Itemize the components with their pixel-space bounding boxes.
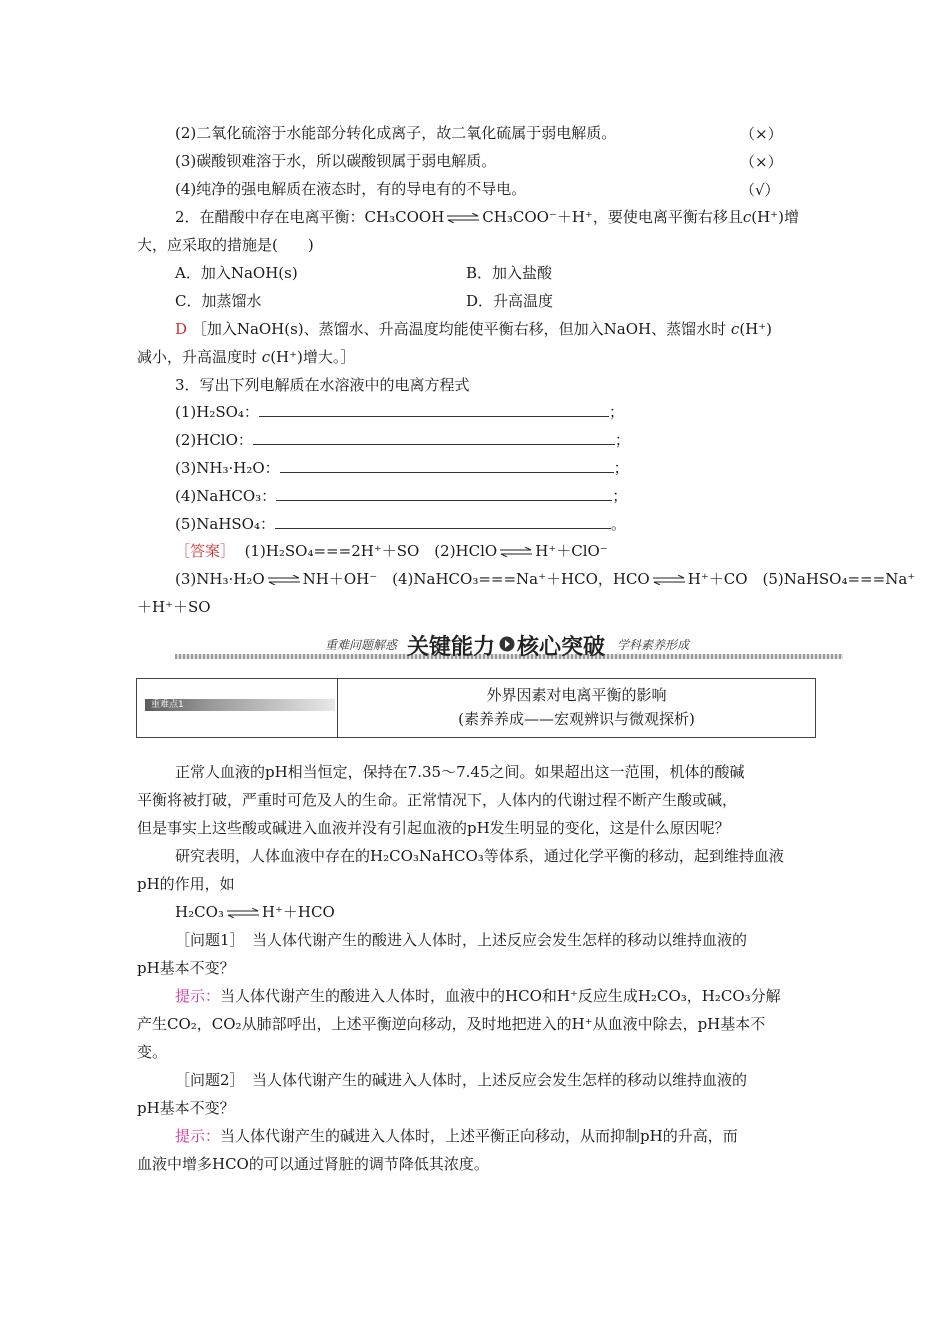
fill-blank[interactable] <box>276 486 612 501</box>
concentration-symbol: c <box>730 320 740 338</box>
answer-text: H⁺＋ClO⁻ <box>535 542 608 560</box>
banner-left-text: 重难问题解惑 <box>325 638 398 652</box>
blank-label: (5)NaHSO₄： <box>175 515 275 533</box>
blank-label: (2)HClO： <box>175 431 253 449</box>
fill-blank[interactable] <box>280 458 614 473</box>
answer-text: (3)NH₃·H₂O <box>175 570 265 588</box>
question-text: (H⁺)增 <box>751 208 799 226</box>
judgement-mark-4: （√） <box>740 181 780 199</box>
hint-2-line1 <box>175 1126 738 1146</box>
paragraph-2-line1: 研究表明，人体血液中存在的H₂CO₃NaHCO₃等体系，通过化学平衡的移动，起到维持血液 <box>175 847 784 865</box>
answer-line2 <box>137 347 355 367</box>
hint-text: 当人体代谢产生的碱进入人体时，上述平衡正向移动，从而抑制pH的升高，而 <box>220 1127 738 1145</box>
fill-blank[interactable] <box>253 430 615 445</box>
blank-item-1 <box>175 402 624 422</box>
equilibrium-arrow-icon <box>225 908 261 918</box>
answer-letter: D <box>175 320 188 338</box>
answer-text: H⁺＋CO (5)NaHSO₄===Na⁺ <box>687 570 916 588</box>
blank-end: ； <box>613 459 629 477</box>
answer-text: ［加入NaOH(s)、蒸馏水、升高温度均能使平衡右移，但加入NaOH、蒸馏水时 <box>191 320 727 338</box>
q3-answer-line3: ＋H⁺＋SO <box>137 598 211 616</box>
problem-2-line2: pH基本不变？ <box>137 1099 235 1117</box>
equation-line <box>175 902 335 922</box>
equilibrium-arrow-icon <box>445 213 481 223</box>
blank-label: (1)H₂SO₄： <box>175 403 259 421</box>
banner-title-b: 核心突破 <box>517 635 606 660</box>
blank-end: ； <box>612 487 628 505</box>
hint-1-line1 <box>175 986 781 1006</box>
question-2-line1 <box>175 207 799 227</box>
key-point-tag-label: 重难点1 <box>151 700 184 710</box>
judgement-text: (2)二氧化硫溶于水能部分转化成离子，故二氧化硫属于弱电解质。 <box>175 124 617 142</box>
answer-text: (H⁺) <box>739 320 773 338</box>
hint-2-line2: 血液中增多HCO的可以通过肾脏的调节降低其浓度。 <box>137 1155 489 1173</box>
paragraph-1-line3: 但是事实上这些酸或碱进入血液并没有引起血液的pH发生明显的变化，这是什么原因呢？ <box>137 819 730 837</box>
option-b: B．加入盐酸 <box>466 264 553 282</box>
blank-item-5 <box>175 514 626 534</box>
option-d: D．升高温度 <box>466 292 554 310</box>
concentration-symbol: c <box>261 348 271 366</box>
fill-blank[interactable] <box>259 402 609 417</box>
hint-label: 提示： <box>175 1127 221 1145</box>
key-point-title: 外界因素对电离平衡的影响 <box>486 686 667 704</box>
answer-text: (H⁺)增大。］ <box>270 348 356 366</box>
question-text: CH₃COO⁻＋H⁺，要使电离平衡右移且 <box>482 208 743 226</box>
hint-1-line2: 产生CO₂，CO₂从肺部呼出，上述平衡逆向移动，及时地把进入的H⁺从血液中除去，pH基本不 <box>137 1015 766 1033</box>
concentration-symbol: c <box>742 208 752 226</box>
equilibrium-arrow-icon <box>651 575 687 585</box>
answer-text: NH＋OH⁻ (4)NaHCO₃===Na⁺＋HCO，HCO <box>302 570 650 588</box>
equation-text: H₂CO₃ <box>175 903 224 921</box>
blank-end: ； <box>614 431 630 449</box>
blank-label: (4)NaHCO₃： <box>175 487 277 505</box>
hint-1-line3: 变。 <box>137 1043 168 1061</box>
problem-2-line1: ［问题2］ 当人体代谢产生的碱进入人体时，上述反应会发生怎样的移动以维持血液的 <box>175 1071 748 1089</box>
problem-1-line1: ［问题1］ 当人体代谢产生的酸进入人体时，上述反应会发生怎样的移动以维持血液的 <box>175 931 748 949</box>
answer-tag: ［答案］ <box>175 542 236 560</box>
equilibrium-arrow-icon <box>498 547 534 557</box>
banner-right-text: 学科素养形成 <box>617 638 690 652</box>
banner-title-a: 关键能力 <box>407 635 496 660</box>
paragraph-1-line1: 正常人血液的pH相当恒定，保持在7.35～7.45之间。如果超出这一范围，机体的酸碱 <box>175 763 745 781</box>
question-2-line2: 大，应采取的措施是( ) <box>137 236 314 254</box>
banner-arrow-icon <box>499 636 515 652</box>
equilibrium-arrow-icon <box>266 575 302 585</box>
key-point-subtitle: (素养养成——宏观辨识与微观探析) <box>458 710 695 728</box>
blank-item-4 <box>175 486 627 506</box>
judgement-item-3 <box>175 151 496 171</box>
answer-text: 减小，升高温度时 <box>137 348 258 366</box>
banner-rule <box>175 654 843 659</box>
hint-text: 当人体代谢产生的酸进入人体时，血液中的HCO和H⁺反应生成H₂CO₃，H₂CO₃分解 <box>220 987 781 1005</box>
judgement-text: (3)碳酸钡难溶于水，所以碳酸钡属于弱电解质。 <box>175 152 497 170</box>
option-c: C．加蒸馏水 <box>175 292 262 310</box>
paragraph-1-line2: 平衡将被打破，严重时可危及人的生命。正常情况下，人体内的代谢过程不断产生酸或碱， <box>137 791 738 809</box>
judgement-item-4 <box>175 179 526 199</box>
option-a: A．加入NaOH(s) <box>175 264 298 282</box>
blank-item-2 <box>175 430 630 450</box>
equation-text: H⁺＋HCO <box>261 903 335 921</box>
judgement-item-2 <box>175 123 616 143</box>
problem-1-line2: pH基本不变？ <box>137 959 235 977</box>
paragraph-2-line2: pH的作用，如 <box>137 875 235 893</box>
question-3-title: 3．写出下列电解质在水溶液中的电离方程式 <box>175 376 470 394</box>
judgement-mark-3: （×） <box>740 153 783 171</box>
blank-label: (3)NH₃·H₂O： <box>175 459 280 477</box>
blank-end: 。 <box>610 515 626 533</box>
section-banner <box>175 632 843 664</box>
answer-line1 <box>175 319 772 339</box>
key-point-box <box>136 678 816 738</box>
question-text: 2．在醋酸中存在电离平衡：CH₃COOH <box>175 208 445 226</box>
judgement-mark-2: （×） <box>740 125 783 143</box>
q3-answer-line1 <box>175 541 608 561</box>
q3-answer-line2 <box>175 569 915 589</box>
fill-blank[interactable] <box>275 514 611 529</box>
hint-label: 提示： <box>175 987 221 1005</box>
judgement-text: (4)纯净的强电解质在液态时，有的导电有的不导电。 <box>175 180 527 198</box>
blank-item-3 <box>175 458 629 478</box>
answer-text: (1)H₂SO₄===2H⁺＋SO (2)HClO <box>244 542 498 560</box>
blank-end: ； <box>608 403 624 421</box>
